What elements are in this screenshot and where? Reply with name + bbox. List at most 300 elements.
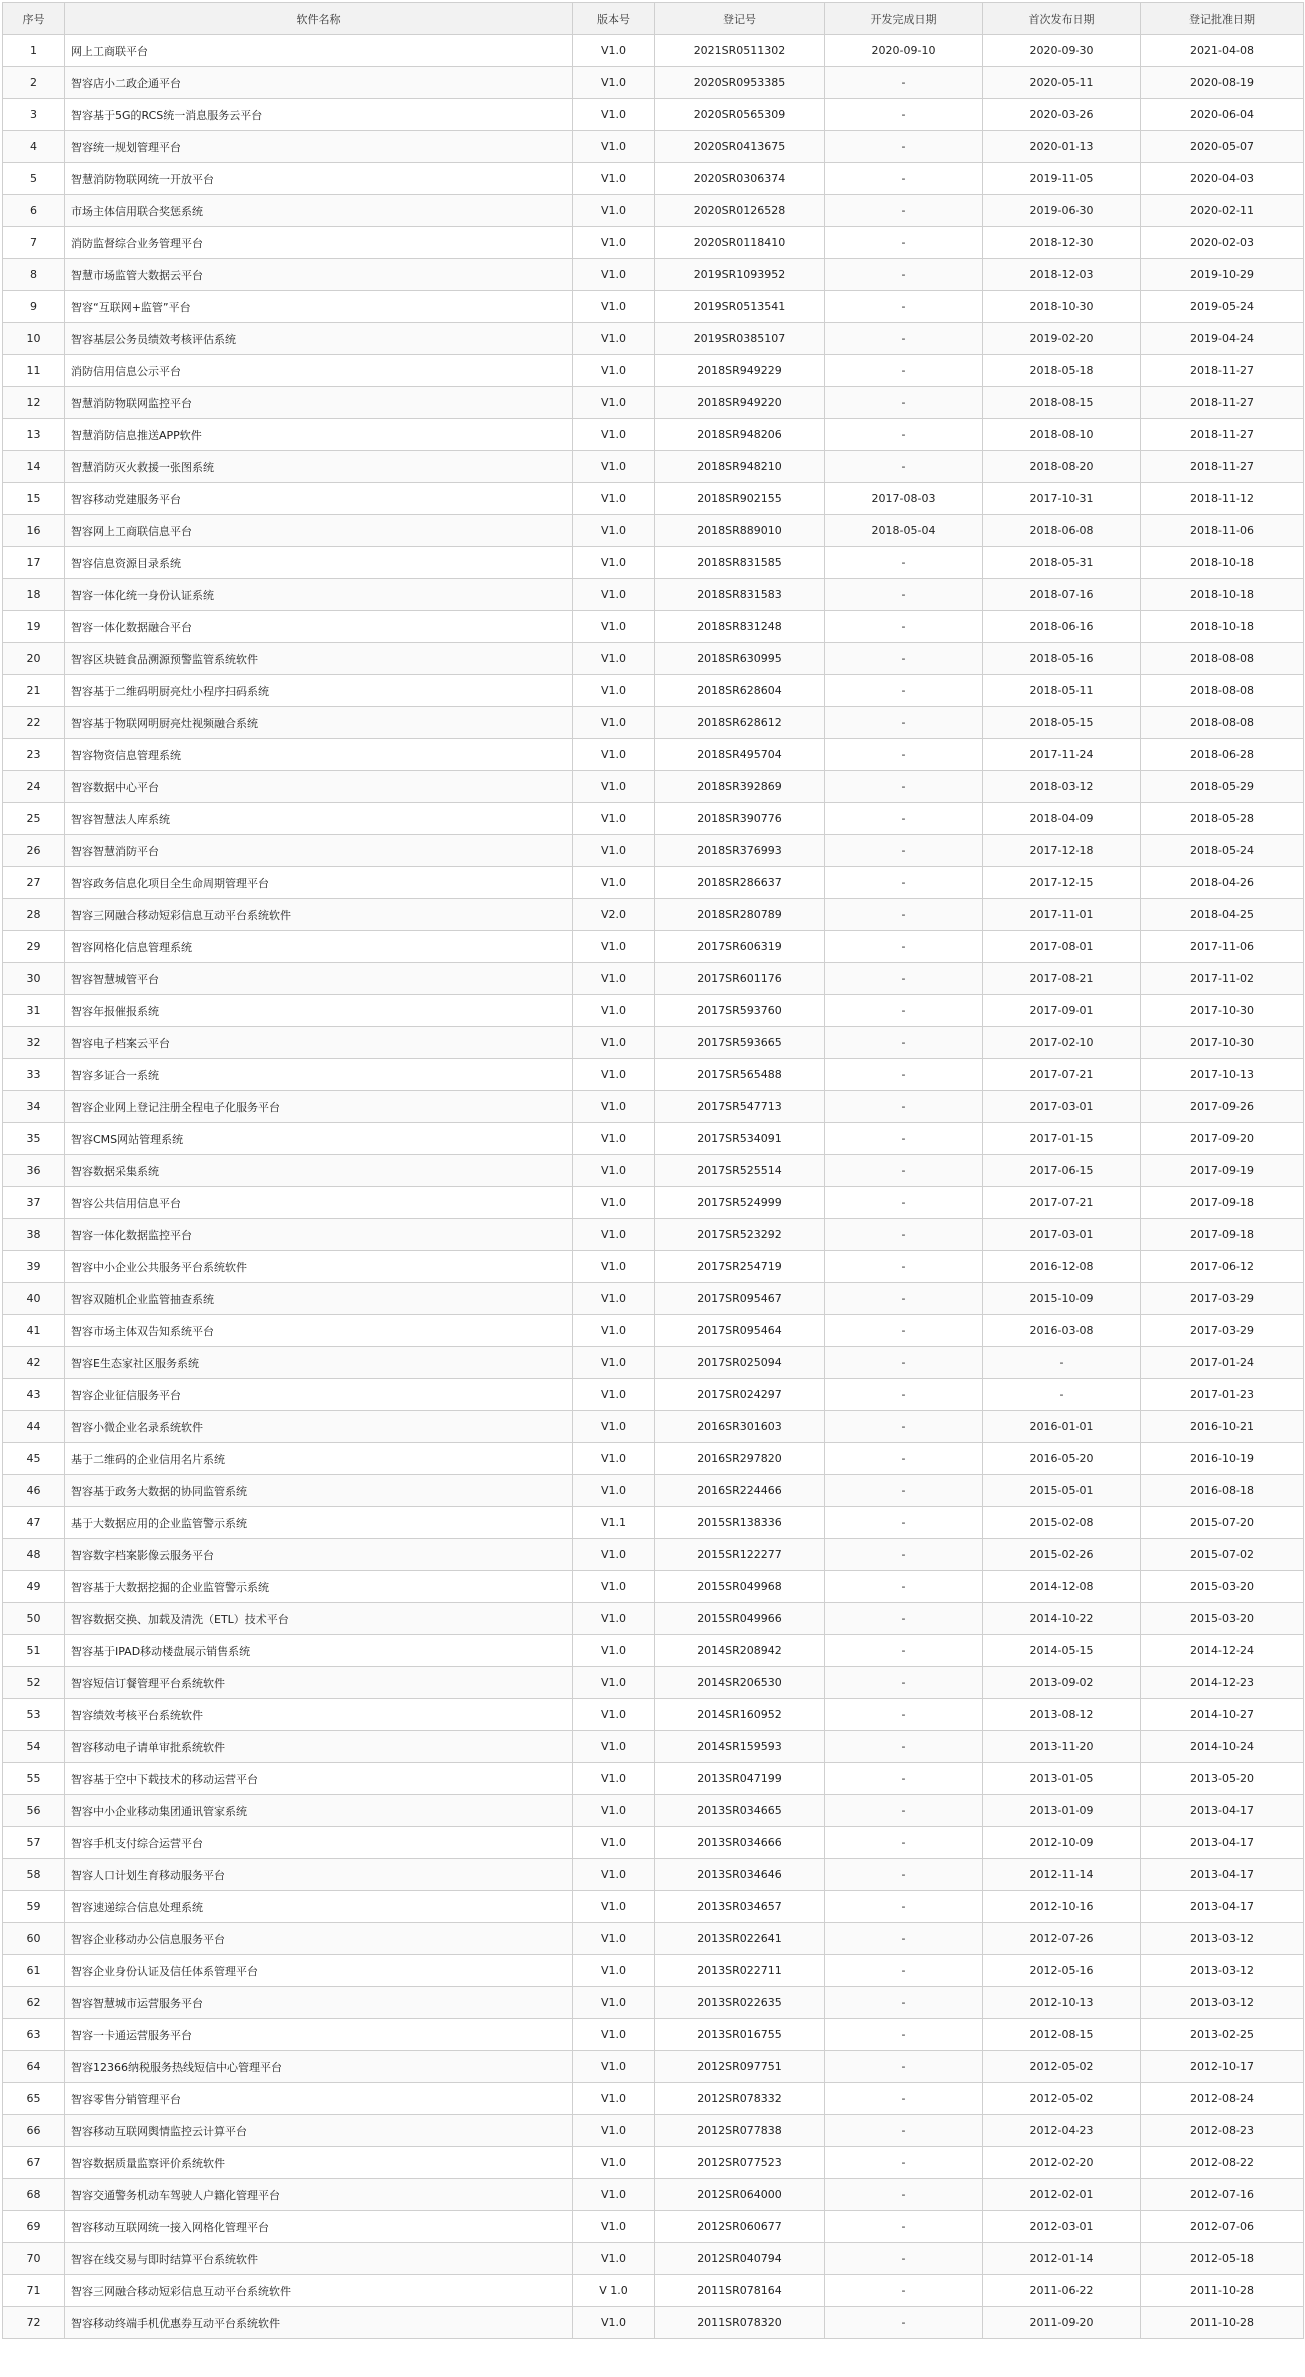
cell-first-release-date: 2018-08-10 xyxy=(983,419,1141,451)
cell-approval-date: 2017-03-29 xyxy=(1141,1315,1304,1347)
cell-registration-number: 2018SR831248 xyxy=(655,611,825,643)
cell-index: 56 xyxy=(3,1795,65,1827)
cell-first-release-date: 2013-11-20 xyxy=(983,1731,1141,1763)
header-dev-complete-date: 开发完成日期 xyxy=(825,3,983,35)
cell-software-name: 智容三网融合移动短彩信息互动平台系统软件 xyxy=(65,2275,573,2307)
cell-registration-number: 2020SR0565309 xyxy=(655,99,825,131)
cell-registration-number: 2017SR024297 xyxy=(655,1379,825,1411)
cell-approval-date: 2019-05-24 xyxy=(1141,291,1304,323)
cell-registration-number: 2018SR902155 xyxy=(655,483,825,515)
cell-dev-complete-date: - xyxy=(825,1859,983,1891)
header-version: 版本号 xyxy=(573,3,655,35)
cell-software-name: 智容“互联网+监管”平台 xyxy=(65,291,573,323)
cell-software-name: 智容E生态家社区服务系统 xyxy=(65,1347,573,1379)
cell-first-release-date: 2019-11-05 xyxy=(983,163,1141,195)
cell-first-release-date: 2013-01-05 xyxy=(983,1763,1141,1795)
table-row xyxy=(3,2147,1304,2179)
cell-index: 72 xyxy=(3,2307,65,2339)
table-row xyxy=(3,291,1304,323)
cell-software-name: 智容移动互联网统一接入网格化管理平台 xyxy=(65,2211,573,2243)
cell-approval-date: 2018-11-27 xyxy=(1141,451,1304,483)
table-row xyxy=(3,1027,1304,1059)
cell-dev-complete-date: - xyxy=(825,1251,983,1283)
table-row xyxy=(3,1763,1304,1795)
table-row xyxy=(3,835,1304,867)
cell-index: 7 xyxy=(3,227,65,259)
cell-dev-complete-date: - xyxy=(825,2051,983,2083)
table-row xyxy=(3,1699,1304,1731)
cell-dev-complete-date: - xyxy=(825,1315,983,1347)
cell-version: V1.0 xyxy=(573,195,655,227)
cell-registration-number: 2014SR159593 xyxy=(655,1731,825,1763)
cell-first-release-date: 2012-10-16 xyxy=(983,1891,1141,1923)
cell-approval-date: 2012-07-06 xyxy=(1141,2211,1304,2243)
cell-dev-complete-date: - xyxy=(825,1603,983,1635)
table-row xyxy=(3,2243,1304,2275)
table-row xyxy=(3,515,1304,547)
cell-first-release-date: 2013-08-12 xyxy=(983,1699,1141,1731)
cell-version: V1.0 xyxy=(573,1667,655,1699)
cell-dev-complete-date: - xyxy=(825,2275,983,2307)
cell-software-name: 智容智慧城市运营服务平台 xyxy=(65,1987,573,2019)
cell-first-release-date: 2015-02-26 xyxy=(983,1539,1141,1571)
cell-first-release-date: 2017-11-01 xyxy=(983,899,1141,931)
cell-approval-date: 2012-07-16 xyxy=(1141,2179,1304,2211)
cell-index: 17 xyxy=(3,547,65,579)
cell-software-name: 智容人口计划生育移动服务平台 xyxy=(65,1859,573,1891)
cell-dev-complete-date: - xyxy=(825,1123,983,1155)
cell-software-name: 智容年报催报系统 xyxy=(65,995,573,1027)
cell-software-name: 智容网上工商联信息平台 xyxy=(65,515,573,547)
cell-index: 34 xyxy=(3,1091,65,1123)
cell-version: V1.0 xyxy=(573,1603,655,1635)
table-row xyxy=(3,2179,1304,2211)
cell-version: V1.0 xyxy=(573,2243,655,2275)
cell-index: 10 xyxy=(3,323,65,355)
cell-software-name: 消防监督综合业务管理平台 xyxy=(65,227,573,259)
table-row xyxy=(3,675,1304,707)
table-row xyxy=(3,707,1304,739)
cell-first-release-date: 2017-03-01 xyxy=(983,1219,1141,1251)
table-row xyxy=(3,1795,1304,1827)
cell-index: 71 xyxy=(3,2275,65,2307)
cell-software-name: 智慧消防物联网监控平台 xyxy=(65,387,573,419)
cell-index: 12 xyxy=(3,387,65,419)
cell-registration-number: 2018SR949229 xyxy=(655,355,825,387)
table-row xyxy=(3,227,1304,259)
cell-registration-number: 2017SR523292 xyxy=(655,1219,825,1251)
cell-index: 62 xyxy=(3,1987,65,2019)
cell-version: V1.0 xyxy=(573,2179,655,2211)
cell-software-name: 智容网格化信息管理系统 xyxy=(65,931,573,963)
cell-registration-number: 2020SR0118410 xyxy=(655,227,825,259)
cell-dev-complete-date: - xyxy=(825,1891,983,1923)
cell-approval-date: 2019-10-29 xyxy=(1141,259,1304,291)
cell-index: 66 xyxy=(3,2115,65,2147)
cell-version: V1.0 xyxy=(573,1699,655,1731)
cell-registration-number: 2012SR060677 xyxy=(655,2211,825,2243)
table-row xyxy=(3,1059,1304,1091)
cell-approval-date: 2018-10-18 xyxy=(1141,579,1304,611)
cell-registration-number: 2019SR0513541 xyxy=(655,291,825,323)
cell-software-name: 智容智慧消防平台 xyxy=(65,835,573,867)
cell-approval-date: 2018-05-24 xyxy=(1141,835,1304,867)
cell-version: V1.0 xyxy=(573,2115,655,2147)
cell-index: 18 xyxy=(3,579,65,611)
cell-version: V1.0 xyxy=(573,163,655,195)
cell-approval-date: 2016-10-19 xyxy=(1141,1443,1304,1475)
cell-registration-number: 2018SR286637 xyxy=(655,867,825,899)
cell-version: V1.0 xyxy=(573,1283,655,1315)
cell-dev-complete-date: - xyxy=(825,547,983,579)
cell-registration-number: 2017SR534091 xyxy=(655,1123,825,1155)
cell-index: 65 xyxy=(3,2083,65,2115)
cell-approval-date: 2017-10-13 xyxy=(1141,1059,1304,1091)
table-row xyxy=(3,1731,1304,1763)
table-row xyxy=(3,483,1304,515)
cell-index: 52 xyxy=(3,1667,65,1699)
cell-index: 53 xyxy=(3,1699,65,1731)
cell-version: V1.0 xyxy=(573,1891,655,1923)
cell-index: 36 xyxy=(3,1155,65,1187)
cell-software-name: 消防信用信息公示平台 xyxy=(65,355,573,387)
cell-software-name: 智容速递综合信息处理系统 xyxy=(65,1891,573,1923)
cell-software-name: 智容基于二维码明厨亮灶小程序扫码系统 xyxy=(65,675,573,707)
cell-registration-number: 2018SR628612 xyxy=(655,707,825,739)
table-row xyxy=(3,1443,1304,1475)
table-row xyxy=(3,67,1304,99)
cell-dev-complete-date: - xyxy=(825,259,983,291)
cell-first-release-date: 2013-09-02 xyxy=(983,1667,1141,1699)
cell-software-name: 智慧消防信息推送APP软件 xyxy=(65,419,573,451)
cell-registration-number: 2019SR0385107 xyxy=(655,323,825,355)
cell-approval-date: 2018-11-27 xyxy=(1141,355,1304,387)
cell-software-name: 智容数字档案影像云服务平台 xyxy=(65,1539,573,1571)
cell-index: 9 xyxy=(3,291,65,323)
cell-index: 3 xyxy=(3,99,65,131)
table-row xyxy=(3,643,1304,675)
cell-first-release-date: 2020-09-30 xyxy=(983,35,1141,67)
cell-version: V1.0 xyxy=(573,2019,655,2051)
cell-registration-number: 2012SR077838 xyxy=(655,2115,825,2147)
cell-dev-complete-date: - xyxy=(825,2115,983,2147)
cell-first-release-date: 2017-12-18 xyxy=(983,835,1141,867)
cell-version: V1.0 xyxy=(573,1635,655,1667)
cell-index: 55 xyxy=(3,1763,65,1795)
cell-index: 61 xyxy=(3,1955,65,1987)
cell-registration-number: 2015SR122277 xyxy=(655,1539,825,1571)
table-row xyxy=(3,2115,1304,2147)
cell-registration-number: 2017SR601176 xyxy=(655,963,825,995)
cell-software-name: 智容中小企业移动集团通讯管家系统 xyxy=(65,1795,573,1827)
cell-approval-date: 2020-02-11 xyxy=(1141,195,1304,227)
cell-software-name: 智容12366纳税服务热线短信中心管理平台 xyxy=(65,2051,573,2083)
cell-registration-number: 2019SR1093952 xyxy=(655,259,825,291)
cell-software-name: 智容物资信息管理系统 xyxy=(65,739,573,771)
cell-approval-date: 2012-05-18 xyxy=(1141,2243,1304,2275)
cell-version: V1.0 xyxy=(573,67,655,99)
cell-software-name: 智容企业网上登记注册全程电子化服务平台 xyxy=(65,1091,573,1123)
cell-version: V1.0 xyxy=(573,1091,655,1123)
cell-software-name: 智容市场主体双告知系统平台 xyxy=(65,1315,573,1347)
cell-version: V2.0 xyxy=(573,899,655,931)
cell-first-release-date: 2017-07-21 xyxy=(983,1059,1141,1091)
cell-version: V1.0 xyxy=(573,1987,655,2019)
cell-version: V1.0 xyxy=(573,1827,655,1859)
cell-approval-date: 2013-04-17 xyxy=(1141,1795,1304,1827)
cell-approval-date: 2011-10-28 xyxy=(1141,2275,1304,2307)
cell-approval-date: 2020-02-03 xyxy=(1141,227,1304,259)
header-index: 序号 xyxy=(3,3,65,35)
cell-registration-number: 2013SR034657 xyxy=(655,1891,825,1923)
cell-index: 33 xyxy=(3,1059,65,1091)
cell-registration-number: 2017SR565488 xyxy=(655,1059,825,1091)
cell-first-release-date: 2018-05-31 xyxy=(983,547,1141,579)
cell-first-release-date: 2018-06-08 xyxy=(983,515,1141,547)
cell-first-release-date: 2017-09-01 xyxy=(983,995,1141,1027)
table-row xyxy=(3,323,1304,355)
table-row xyxy=(3,1123,1304,1155)
cell-version: V1.0 xyxy=(573,995,655,1027)
cell-first-release-date: 2017-01-15 xyxy=(983,1123,1141,1155)
cell-version: V1.0 xyxy=(573,131,655,163)
cell-approval-date: 2013-05-20 xyxy=(1141,1763,1304,1795)
cell-version: V1.0 xyxy=(573,1475,655,1507)
table-row xyxy=(3,2211,1304,2243)
cell-version: V1.0 xyxy=(573,1763,655,1795)
cell-index: 26 xyxy=(3,835,65,867)
cell-version: V1.0 xyxy=(573,323,655,355)
cell-software-name: 智容在线交易与即时结算平台系统软件 xyxy=(65,2243,573,2275)
cell-software-name: 智容手机支付综合运营平台 xyxy=(65,1827,573,1859)
cell-version: V1.0 xyxy=(573,803,655,835)
cell-dev-complete-date: 2018-05-04 xyxy=(825,515,983,547)
cell-software-name: 智容一体化数据融合平台 xyxy=(65,611,573,643)
cell-registration-number: 2018SR376993 xyxy=(655,835,825,867)
header-approval-date: 登记批准日期 xyxy=(1141,3,1304,35)
cell-first-release-date: 2011-06-22 xyxy=(983,2275,1141,2307)
cell-registration-number: 2015SR138336 xyxy=(655,1507,825,1539)
header-software-name: 软件名称 xyxy=(65,3,573,35)
cell-dev-complete-date: - xyxy=(825,579,983,611)
cell-index: 43 xyxy=(3,1379,65,1411)
cell-index: 23 xyxy=(3,739,65,771)
cell-dev-complete-date: - xyxy=(825,2019,983,2051)
cell-dev-complete-date: - xyxy=(825,1187,983,1219)
table-row xyxy=(3,1379,1304,1411)
cell-index: 6 xyxy=(3,195,65,227)
cell-index: 54 xyxy=(3,1731,65,1763)
cell-dev-complete-date: - xyxy=(825,1219,983,1251)
cell-dev-complete-date: - xyxy=(825,1635,983,1667)
cell-software-name: 智容智慧法人库系统 xyxy=(65,803,573,835)
cell-first-release-date: 2015-02-08 xyxy=(983,1507,1141,1539)
header-first-release-date: 首次发布日期 xyxy=(983,3,1141,35)
cell-software-name: 智容小微企业名录系统软件 xyxy=(65,1411,573,1443)
cell-version: V1.0 xyxy=(573,355,655,387)
cell-dev-complete-date: - xyxy=(825,1827,983,1859)
cell-first-release-date: 2014-12-08 xyxy=(983,1571,1141,1603)
table-row xyxy=(3,387,1304,419)
cell-version: V1.0 xyxy=(573,739,655,771)
cell-approval-date: 2018-05-28 xyxy=(1141,803,1304,835)
table-row xyxy=(3,1475,1304,1507)
cell-registration-number: 2017SR593760 xyxy=(655,995,825,1027)
cell-software-name: 智容政务信息化项目全生命周期管理平台 xyxy=(65,867,573,899)
cell-approval-date: 2018-08-08 xyxy=(1141,707,1304,739)
cell-version: V1.0 xyxy=(573,1347,655,1379)
cell-software-name: 智容基于IPAD移动楼盘展示销售系统 xyxy=(65,1635,573,1667)
cell-software-name: 智容交通警务机动车驾驶人户籍化管理平台 xyxy=(65,2179,573,2211)
cell-software-name: 智容基于政务大数据的协同监管系统 xyxy=(65,1475,573,1507)
header-registration-number: 登记号 xyxy=(655,3,825,35)
cell-dev-complete-date: 2017-08-03 xyxy=(825,483,983,515)
cell-index: 21 xyxy=(3,675,65,707)
cell-first-release-date: 2018-12-03 xyxy=(983,259,1141,291)
cell-approval-date: 2013-03-12 xyxy=(1141,1987,1304,2019)
cell-first-release-date: 2012-04-23 xyxy=(983,2115,1141,2147)
cell-index: 28 xyxy=(3,899,65,931)
table-row xyxy=(3,1411,1304,1443)
cell-index: 58 xyxy=(3,1859,65,1891)
cell-version: V1.0 xyxy=(573,579,655,611)
cell-dev-complete-date: - xyxy=(825,2179,983,2211)
cell-software-name: 智容企业移动办公信息服务平台 xyxy=(65,1923,573,1955)
cell-dev-complete-date: - xyxy=(825,1699,983,1731)
cell-version: V1.0 xyxy=(573,1315,655,1347)
cell-version: V1.0 xyxy=(573,1955,655,1987)
cell-index: 29 xyxy=(3,931,65,963)
cell-approval-date: 2013-04-17 xyxy=(1141,1891,1304,1923)
cell-registration-number: 2021SR0511302 xyxy=(655,35,825,67)
table-row xyxy=(3,963,1304,995)
cell-dev-complete-date: - xyxy=(825,835,983,867)
cell-index: 50 xyxy=(3,1603,65,1635)
cell-first-release-date: 2019-02-20 xyxy=(983,323,1141,355)
cell-approval-date: 2017-06-12 xyxy=(1141,1251,1304,1283)
cell-registration-number: 2015SR049966 xyxy=(655,1603,825,1635)
cell-approval-date: 2017-03-29 xyxy=(1141,1283,1304,1315)
cell-first-release-date: 2012-10-13 xyxy=(983,1987,1141,2019)
cell-dev-complete-date: - xyxy=(825,1155,983,1187)
table-row xyxy=(3,803,1304,835)
cell-version: V1.0 xyxy=(573,515,655,547)
cell-version: V1.0 xyxy=(573,1443,655,1475)
cell-version: V 1.0 xyxy=(573,2275,655,2307)
cell-approval-date: 2018-10-18 xyxy=(1141,611,1304,643)
software-registration-table xyxy=(2,2,1304,2339)
cell-registration-number: 2018SR889010 xyxy=(655,515,825,547)
cell-approval-date: 2020-06-04 xyxy=(1141,99,1304,131)
cell-software-name: 智慧市场监管大数据云平台 xyxy=(65,259,573,291)
table-row xyxy=(3,451,1304,483)
cell-version: V1.0 xyxy=(573,2211,655,2243)
cell-registration-number: 2017SR593665 xyxy=(655,1027,825,1059)
cell-dev-complete-date: - xyxy=(825,99,983,131)
cell-dev-complete-date: - xyxy=(825,131,983,163)
cell-approval-date: 2018-04-25 xyxy=(1141,899,1304,931)
cell-dev-complete-date: - xyxy=(825,995,983,1027)
cell-approval-date: 2018-11-06 xyxy=(1141,515,1304,547)
table-row xyxy=(3,1507,1304,1539)
cell-first-release-date: 2012-05-02 xyxy=(983,2083,1141,2115)
cell-index: 25 xyxy=(3,803,65,835)
cell-version: V1.0 xyxy=(573,451,655,483)
cell-first-release-date: 2012-02-01 xyxy=(983,2179,1141,2211)
cell-first-release-date: 2017-08-21 xyxy=(983,963,1141,995)
cell-version: V1.0 xyxy=(573,483,655,515)
cell-version: V1.0 xyxy=(573,1923,655,1955)
cell-index: 8 xyxy=(3,259,65,291)
cell-registration-number: 2013SR047199 xyxy=(655,1763,825,1795)
cell-registration-number: 2013SR034666 xyxy=(655,1827,825,1859)
table-row xyxy=(3,931,1304,963)
cell-index: 20 xyxy=(3,643,65,675)
cell-approval-date: 2020-04-03 xyxy=(1141,163,1304,195)
cell-registration-number: 2018SR495704 xyxy=(655,739,825,771)
cell-approval-date: 2015-07-20 xyxy=(1141,1507,1304,1539)
cell-registration-number: 2014SR208942 xyxy=(655,1635,825,1667)
cell-first-release-date: 2016-05-20 xyxy=(983,1443,1141,1475)
table-row xyxy=(3,579,1304,611)
cell-software-name: 智容一卡通运营服务平台 xyxy=(65,2019,573,2051)
cell-first-release-date: 2018-07-16 xyxy=(983,579,1141,611)
cell-index: 42 xyxy=(3,1347,65,1379)
cell-index: 22 xyxy=(3,707,65,739)
cell-registration-number: 2017SR254719 xyxy=(655,1251,825,1283)
table-row xyxy=(3,1603,1304,1635)
cell-version: V1.0 xyxy=(573,1187,655,1219)
cell-version: V1.0 xyxy=(573,1219,655,1251)
cell-first-release-date: 2017-11-24 xyxy=(983,739,1141,771)
cell-software-name: 智容企业征信服务平台 xyxy=(65,1379,573,1411)
cell-first-release-date: 2014-10-22 xyxy=(983,1603,1141,1635)
cell-dev-complete-date: - xyxy=(825,611,983,643)
table-row xyxy=(3,1283,1304,1315)
cell-dev-complete-date: - xyxy=(825,771,983,803)
table-row xyxy=(3,1859,1304,1891)
cell-approval-date: 2018-11-12 xyxy=(1141,483,1304,515)
cell-approval-date: 2012-08-23 xyxy=(1141,2115,1304,2147)
cell-first-release-date: 2012-08-15 xyxy=(983,2019,1141,2051)
cell-dev-complete-date: - xyxy=(825,387,983,419)
cell-registration-number: 2017SR547713 xyxy=(655,1091,825,1123)
table-row xyxy=(3,1091,1304,1123)
table-row xyxy=(3,899,1304,931)
cell-version: V1.0 xyxy=(573,1027,655,1059)
cell-version: V1.0 xyxy=(573,1539,655,1571)
table-row xyxy=(3,1667,1304,1699)
cell-first-release-date: 2012-05-16 xyxy=(983,1955,1141,1987)
cell-index: 13 xyxy=(3,419,65,451)
cell-index: 41 xyxy=(3,1315,65,1347)
table-body xyxy=(3,35,1304,2339)
cell-registration-number: 2017SR525514 xyxy=(655,1155,825,1187)
cell-registration-number: 2018SR831585 xyxy=(655,547,825,579)
cell-dev-complete-date: 2020-09-10 xyxy=(825,35,983,67)
cell-software-name: 智容基于空中下载技术的移动运营平台 xyxy=(65,1763,573,1795)
cell-approval-date: 2015-03-20 xyxy=(1141,1603,1304,1635)
cell-software-name: 智容店小二政企通平台 xyxy=(65,67,573,99)
cell-registration-number: 2012SR097751 xyxy=(655,2051,825,2083)
cell-version: V1.0 xyxy=(573,291,655,323)
table-row xyxy=(3,2051,1304,2083)
cell-approval-date: 2013-03-12 xyxy=(1141,1955,1304,1987)
cell-dev-complete-date: - xyxy=(825,2083,983,2115)
cell-version: V1.0 xyxy=(573,1123,655,1155)
cell-index: 68 xyxy=(3,2179,65,2211)
cell-version: V1.0 xyxy=(573,227,655,259)
